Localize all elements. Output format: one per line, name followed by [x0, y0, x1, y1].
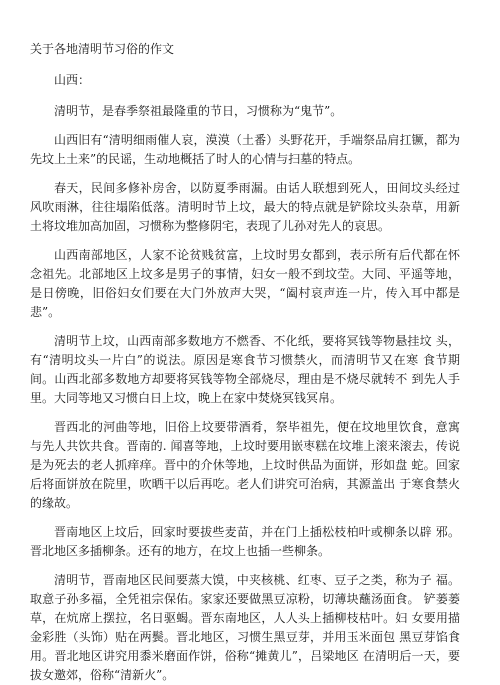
- paragraph: 晋南地区上坟后，回家时要拔些麦苗，并在门上插松枝柏叶或柳条以辟 邪。晋北地区多插柳条。还有的地方，在坟上也插一些柳条。: [30, 525, 460, 558]
- paragraph: 山西南部地区，人家不论贫贱贫富，上坟时男女都到，表示所有后代都在怀念祖先。北部地区上坟多是男子的事情，妇女一般不到坟茔。大同、平遥等地，是日傍晚，旧俗妇女们要在大门外放声大哭，“阖村哀声连一片，传入耳中都是悲”。: [30, 248, 460, 319]
- paragraph: 清明节，是春季祭祖最隆重的节日，习惯称为“鬼节”。: [54, 104, 343, 118]
- section-heading-shanxi: 山西：: [54, 73, 91, 87]
- document-title: 关于各地清明节习俗的作文: [30, 42, 175, 56]
- paragraph: 清明节上坟，山西南部多数地方不燃香、不化纸，要将冥钱等物悬挂坟 头，有“清明坟头一片白”的说法。原因是寒食节习惯禁火，而清明节又在寒 食节期间。山西北部多数地方却要将冥钱等物全部烧尽，理由是不烧尽就转不 到先人手里。大同等地又习惯白日上坟，晚上在家中焚烧冥钱冥帛。: [30, 334, 460, 405]
- paragraph: 山西旧有“清明细雨催人哀，漠漠（土番）头野花开，手端祭品肩扛镢，都为先坟上土来”的民谣，生动地概括了时人的心情与扫墓的特点。: [30, 133, 460, 166]
- paragraph: 春天，民间多修补房舍，以防夏季雨漏。由话人联想到死人，田间坟头经过风吹雨淋，往往塌陷低落。清明时节上坟，最大的特点就是铲除坟头杂草，用新土将坟堆加高加固，习惯称为整修阴宅，表现了儿孙对先人的哀思。: [30, 181, 460, 233]
- paragraph: 清明节，晋南地区民间要蒸大馍，中夹核桃、红枣、豆子之类，称为子 福。取意子孙多福，全凭祖宗保佑。家家还要做黑豆凉粉，切薄块蘸汤面食。 铲蒌蒌草，在炕席上摆拉，名日驱蝎。晋东南地区，人人头上插柳枝枯叶。妇 女要用描金彩胜（头饰）贴在两鬓。晋北地区，习惯生黑豆芽，并用玉米面包 黑豆芽馅食用。晋北地区讲究用黍米磨面作饼，俗称“摊黄儿”，吕梁地区 在清明后一天，要拔女邀郊，俗称“清新火”。: [30, 573, 460, 682]
- paragraph: 晋西北的河曲等地，旧俗上坟要带酒肴，祭毕祖先，便在坟地里饮食，意寓与先人共饮共食。晋南的. 闻喜等地，上坟时要用嵌枣糕在坟堆上滚来滚去，传说是为死去的老人抓痒痒。晋中的介休等地，上坟时供品为面饼，形如盘 蛇。回家后将面饼放在院里，吹晒干以后再吃。老人们讲究可治病，其源盖出 于寒食禁火的缘故。: [30, 420, 460, 510]
